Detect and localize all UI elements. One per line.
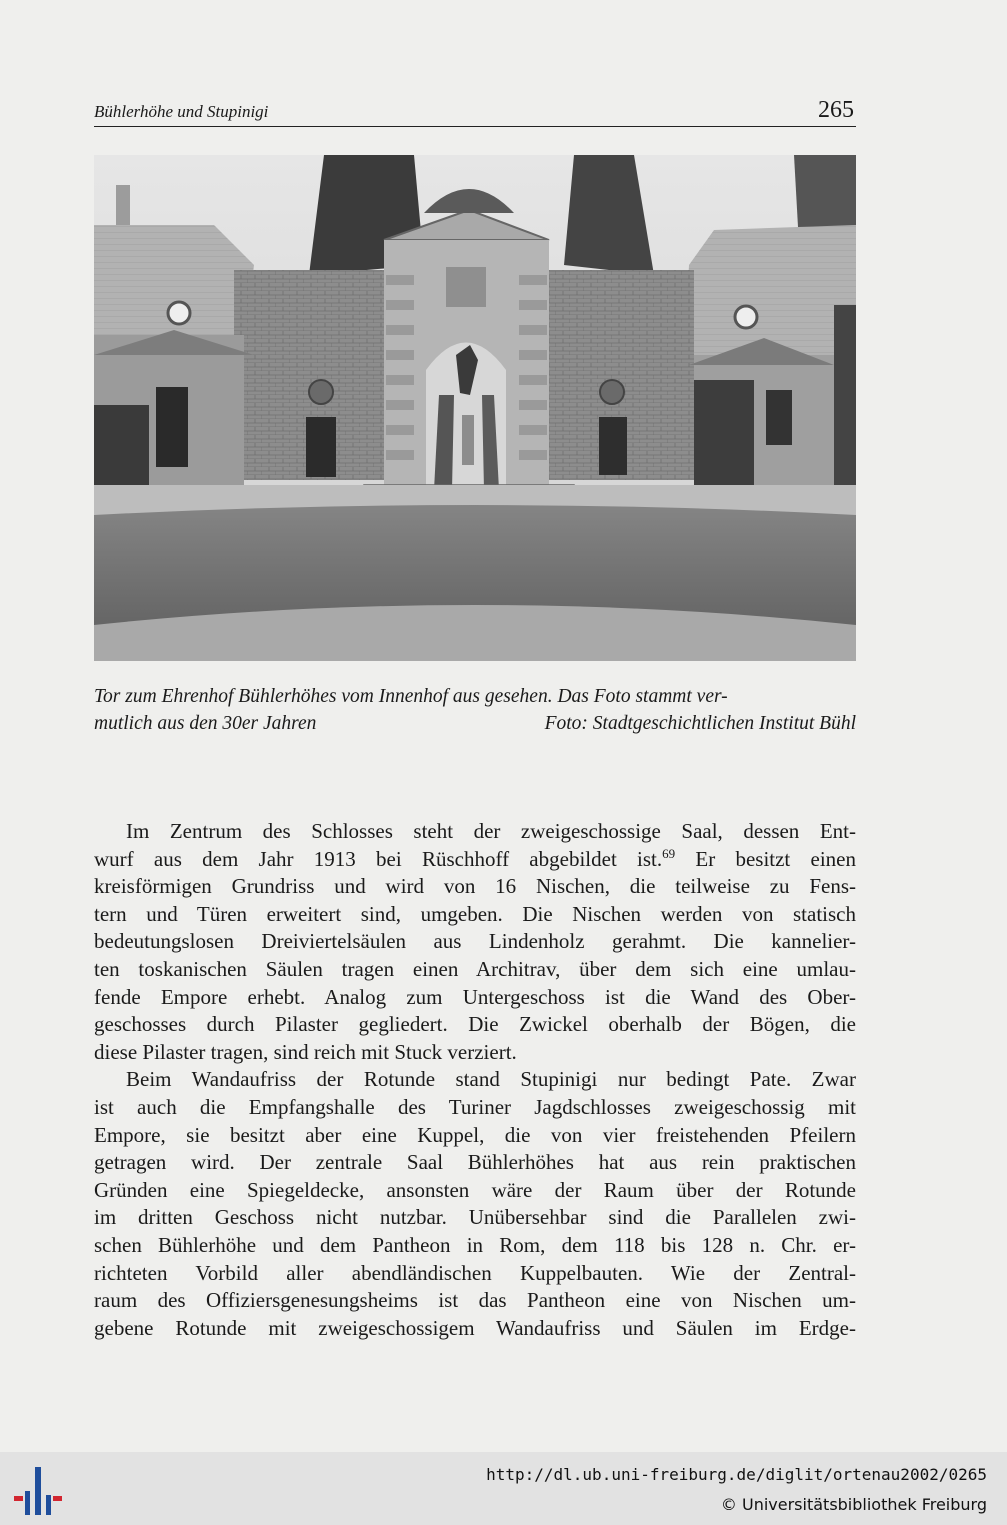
text-line: Gründen eine Spiegeldecke, ansonsten wäre der Raum über der Rotunde — [94, 1177, 856, 1202]
logo-blue-bar — [35, 1467, 41, 1515]
body-text — [94, 818, 856, 1342]
ub-freiburg-logo-icon — [12, 1465, 64, 1517]
text-line: ten toskanischen Säulen tragen einen Architrav, über dem sich eine umlau- — [94, 956, 856, 981]
caption-description-end: mutlich aus den 30er Jahren — [94, 713, 317, 734]
page-number: 265 — [818, 97, 854, 123]
permalink-url[interactable]: http://dl.ub.uni-freiburg.de/diglit/ortenau2002/0265 — [486, 1465, 987, 1484]
text-line: getragen wird. Der zentrale Saal Bühlerhöhes hat aus rein praktischen — [94, 1150, 856, 1175]
text-segment: Er besitzt einen — [675, 846, 856, 871]
text-line: ist auch die Empfangshalle des Turiner Jagdschlosses zweigeschossig mit — [94, 1094, 856, 1119]
historic-photo — [94, 155, 856, 661]
text-line: im dritten Geschoss nicht nutzbar. Unübersehbar sind die Parallelen zwi- — [94, 1205, 856, 1230]
courtyard-gate-photo — [94, 155, 856, 661]
photo-caption — [94, 683, 856, 737]
library-footer — [0, 1452, 1007, 1525]
logo-blue-bar — [25, 1491, 30, 1515]
text-line: Beim Wandaufriss der Rotunde stand Stupinigi nur bedingt Pate. Zwar — [126, 1067, 856, 1092]
logo-blue-bar — [46, 1495, 51, 1515]
text-line: Empore, sie besitzt aber eine Kuppel, die von vier freistehenden Pfeilern — [94, 1122, 856, 1147]
text-line: geschosses durch Pilaster gegliedert. Die Zwickel oberhalb der Bögen, die — [94, 1012, 856, 1037]
text-line: kreisförmigen Grundriss und wird von 16 Nischen, die teilweise zu Fens- — [94, 874, 856, 899]
copyright-notice: © Universitätsbibliothek Freiburg — [720, 1495, 987, 1514]
text-line-with-footnote — [94, 846, 856, 874]
text-segment: wurf aus dem Jahr 1913 bei Rüschhoff abgebildet ist. — [94, 846, 663, 871]
running-title: Bühlerhöhe und Stupinigi — [94, 102, 269, 121]
text-line: richteten Vorbild aller abendländischen Kuppelbauten. Wie der Zentral- — [94, 1260, 856, 1285]
paragraph-2 — [94, 1066, 856, 1342]
text-line: schen Bühlerhöhe und dem Pantheon in Rom, dem 118 bis 128 n. Chr. er- — [94, 1232, 856, 1257]
text-line: fende Empore erhebt. Analog zum Untergeschoss ist die Wand des Ober- — [94, 984, 856, 1009]
text-line: bedeutungslosen Dreiviertelsäulen aus Lindenholz gerahmt. Die kannelier- — [94, 929, 856, 954]
text-line: raum des Offiziersgenesungsheims ist das Pantheon eine von Nischen um- — [94, 1288, 856, 1313]
text-line: diese Pilaster tragen, sind reich mit Stuck verziert. — [94, 1039, 517, 1064]
footnote-reference[interactable]: 69 — [662, 845, 676, 861]
photo-credit: Foto: Stadtgeschichtlichen Institut Bühl — [544, 713, 856, 734]
logo-red-dash — [14, 1496, 23, 1501]
text-line: tern und Türen erweitert sind, umgeben. Die Nischen werden von statisch — [94, 901, 856, 926]
caption-line-1: Tor zum Ehrenhof Bühlerhöhes vom Innenhof aus gesehen. Das Foto stammt ver- — [94, 686, 728, 707]
text-line: Im Zentrum des Schlosses steht der zweigeschossige Saal, dessen Ent- — [126, 819, 856, 843]
running-header — [94, 96, 856, 127]
caption-line-2 — [94, 710, 856, 737]
paragraph-1 — [94, 818, 856, 1066]
text-line: gebene Rotunde mit zweigeschossigem Wandaufriss und Säulen im Erdge- — [94, 1315, 856, 1340]
logo-red-dash — [53, 1496, 62, 1501]
